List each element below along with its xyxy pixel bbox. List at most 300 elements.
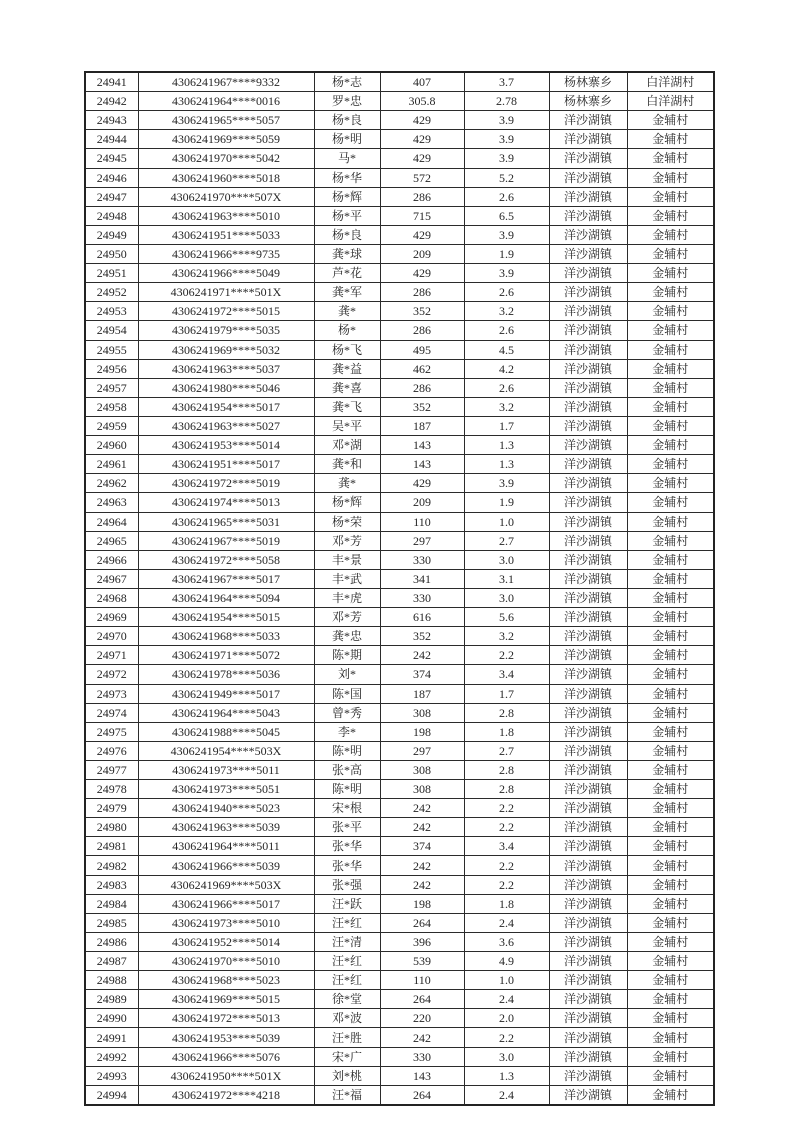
- cell-amount: 242: [380, 799, 464, 818]
- cell-name: 汪*胜: [314, 1028, 380, 1047]
- cell-name: 汪*跃: [314, 894, 380, 913]
- cell-row-number: 24942: [85, 92, 138, 111]
- cell-name: 马*: [314, 149, 380, 168]
- cell-name: 陈*期: [314, 646, 380, 665]
- cell-village: 金辅村: [627, 359, 714, 378]
- cell-area: 1.0: [464, 512, 549, 531]
- cell-amount: 352: [380, 397, 464, 416]
- cell-area: 3.9: [464, 225, 549, 244]
- cell-amount: 572: [380, 168, 464, 187]
- cell-name: 龚*忠: [314, 627, 380, 646]
- cell-amount: 308: [380, 760, 464, 779]
- cell-area: 3.9: [464, 264, 549, 283]
- cell-village: 金辅村: [627, 283, 714, 302]
- cell-name: 龚*喜: [314, 378, 380, 397]
- cell-village: 金辅村: [627, 646, 714, 665]
- cell-village: 金辅村: [627, 474, 714, 493]
- cell-name: 陈*明: [314, 741, 380, 760]
- cell-township: 洋沙湖镇: [549, 875, 627, 894]
- cell-amount: 308: [380, 780, 464, 799]
- cell-row-number: 24953: [85, 302, 138, 321]
- cell-area: 1.9: [464, 244, 549, 263]
- cell-id-number: 4306241972****5013: [138, 1009, 314, 1028]
- cell-township: 洋沙湖镇: [549, 932, 627, 951]
- cell-id-number: 4306241978****5036: [138, 665, 314, 684]
- table-row: [85, 512, 714, 531]
- cell-area: 3.1: [464, 569, 549, 588]
- cell-id-number: 4306241970****5010: [138, 952, 314, 971]
- cell-area: 5.2: [464, 168, 549, 187]
- cell-name: 杨*平: [314, 206, 380, 225]
- cell-village: 金辅村: [627, 436, 714, 455]
- cell-area: 3.0: [464, 588, 549, 607]
- cell-township: 洋沙湖镇: [549, 1047, 627, 1066]
- cell-id-number: 4306241963****5037: [138, 359, 314, 378]
- cell-village: 金辅村: [627, 569, 714, 588]
- cell-row-number: 24977: [85, 760, 138, 779]
- cell-amount: 242: [380, 1028, 464, 1047]
- cell-township: 洋沙湖镇: [549, 722, 627, 741]
- cell-name: 杨*志: [314, 72, 380, 92]
- cell-id-number: 4306241960****5018: [138, 168, 314, 187]
- cell-township: 洋沙湖镇: [549, 837, 627, 856]
- cell-name: 丰*武: [314, 569, 380, 588]
- cell-row-number: 24981: [85, 837, 138, 856]
- table-row: [85, 1066, 714, 1085]
- cell-village: 金辅村: [627, 244, 714, 263]
- cell-area: 1.8: [464, 722, 549, 741]
- cell-village: 金辅村: [627, 952, 714, 971]
- cell-row-number: 24987: [85, 952, 138, 971]
- cell-area: 3.2: [464, 397, 549, 416]
- cell-name: 杨*辉: [314, 187, 380, 206]
- cell-name: 张*高: [314, 760, 380, 779]
- cell-village: 金辅村: [627, 608, 714, 627]
- cell-row-number: 24946: [85, 168, 138, 187]
- cell-id-number: 4306241969****503X: [138, 875, 314, 894]
- table-row: [85, 436, 714, 455]
- cell-amount: 429: [380, 474, 464, 493]
- cell-id-number: 4306241973****5011: [138, 760, 314, 779]
- cell-id-number: 4306241951****5033: [138, 225, 314, 244]
- cell-township: 洋沙湖镇: [549, 493, 627, 512]
- cell-village: 金辅村: [627, 780, 714, 799]
- cell-village: 金辅村: [627, 627, 714, 646]
- cell-township: 洋沙湖镇: [549, 264, 627, 283]
- cell-id-number: 4306241966****5017: [138, 894, 314, 913]
- table-row: [85, 760, 714, 779]
- cell-row-number: 24958: [85, 397, 138, 416]
- cell-area: 5.6: [464, 608, 549, 627]
- cell-area: 1.0: [464, 971, 549, 990]
- cell-name: 杨*良: [314, 111, 380, 130]
- cell-township: 洋沙湖镇: [549, 512, 627, 531]
- cell-amount: 352: [380, 627, 464, 646]
- cell-amount: 330: [380, 588, 464, 607]
- cell-township: 洋沙湖镇: [549, 378, 627, 397]
- cell-row-number: 24960: [85, 436, 138, 455]
- cell-village: 金辅村: [627, 1009, 714, 1028]
- cell-amount: 374: [380, 665, 464, 684]
- cell-row-number: 24968: [85, 588, 138, 607]
- cell-amount: 396: [380, 932, 464, 951]
- cell-name: 龚*益: [314, 359, 380, 378]
- table-row: [85, 952, 714, 971]
- table-row: [85, 283, 714, 302]
- cell-name: 汪*红: [314, 971, 380, 990]
- cell-name: 罗*忠: [314, 92, 380, 111]
- cell-name: 杨*明: [314, 130, 380, 149]
- cell-area: 3.9: [464, 130, 549, 149]
- cell-village: 金辅村: [627, 1085, 714, 1105]
- cell-id-number: 4306241964****0016: [138, 92, 314, 111]
- cell-name: 陈*国: [314, 684, 380, 703]
- cell-area: 3.4: [464, 837, 549, 856]
- table-row: [85, 875, 714, 894]
- cell-name: 刘*桃: [314, 1066, 380, 1085]
- cell-name: 汪*福: [314, 1085, 380, 1105]
- cell-name: 张*强: [314, 875, 380, 894]
- cell-name: 李*: [314, 722, 380, 741]
- cell-village: 金辅村: [627, 168, 714, 187]
- cell-row-number: 24941: [85, 72, 138, 92]
- cell-name: 龚*: [314, 474, 380, 493]
- cell-area: 1.7: [464, 416, 549, 435]
- cell-area: 2.7: [464, 531, 549, 550]
- cell-amount: 297: [380, 741, 464, 760]
- table-row: [85, 206, 714, 225]
- cell-township: 洋沙湖镇: [549, 569, 627, 588]
- cell-name: 杨*荣: [314, 512, 380, 531]
- table-row: [85, 799, 714, 818]
- cell-id-number: 4306241963****5010: [138, 206, 314, 225]
- cell-name: 丰*景: [314, 550, 380, 569]
- cell-amount: 264: [380, 913, 464, 932]
- cell-area: 2.2: [464, 875, 549, 894]
- cell-village: 金辅村: [627, 531, 714, 550]
- cell-name: 曾*秀: [314, 703, 380, 722]
- cell-area: 2.6: [464, 187, 549, 206]
- cell-row-number: 24951: [85, 264, 138, 283]
- cell-township: 洋沙湖镇: [549, 646, 627, 665]
- cell-row-number: 24956: [85, 359, 138, 378]
- cell-township: 洋沙湖镇: [549, 894, 627, 913]
- cell-name: 张*华: [314, 837, 380, 856]
- cell-row-number: 24978: [85, 780, 138, 799]
- cell-row-number: 24964: [85, 512, 138, 531]
- table-row: [85, 1009, 714, 1028]
- cell-id-number: 4306241972****5015: [138, 302, 314, 321]
- cell-name: 龚*飞: [314, 397, 380, 416]
- cell-village: 金辅村: [627, 111, 714, 130]
- cell-row-number: 24959: [85, 416, 138, 435]
- table-row: [85, 913, 714, 932]
- cell-amount: 308: [380, 703, 464, 722]
- cell-village: 金辅村: [627, 455, 714, 474]
- cell-village: 金辅村: [627, 760, 714, 779]
- table-row: [85, 1047, 714, 1066]
- cell-village: 金辅村: [627, 1028, 714, 1047]
- records-table-body: [85, 72, 714, 1105]
- cell-township: 洋沙湖镇: [549, 283, 627, 302]
- cell-village: 金辅村: [627, 837, 714, 856]
- cell-area: 3.4: [464, 665, 549, 684]
- cell-amount: 352: [380, 302, 464, 321]
- cell-row-number: 24988: [85, 971, 138, 990]
- cell-id-number: 4306241954****5017: [138, 397, 314, 416]
- cell-id-number: 4306241969****5059: [138, 130, 314, 149]
- cell-area: 3.9: [464, 111, 549, 130]
- cell-area: 2.6: [464, 321, 549, 340]
- cell-township: 洋沙湖镇: [549, 321, 627, 340]
- cell-amount: 429: [380, 149, 464, 168]
- cell-name: 张*华: [314, 856, 380, 875]
- cell-village: 金辅村: [627, 416, 714, 435]
- cell-area: 2.78: [464, 92, 549, 111]
- cell-village: 金辅村: [627, 397, 714, 416]
- cell-township: 洋沙湖镇: [549, 1085, 627, 1105]
- cell-township: 洋沙湖镇: [549, 703, 627, 722]
- cell-township: 洋沙湖镇: [549, 990, 627, 1009]
- cell-village: 金辅村: [627, 493, 714, 512]
- cell-row-number: 24947: [85, 187, 138, 206]
- cell-name: 杨*飞: [314, 340, 380, 359]
- cell-id-number: 4306241964****5011: [138, 837, 314, 856]
- cell-amount: 110: [380, 512, 464, 531]
- cell-area: 4.5: [464, 340, 549, 359]
- cell-row-number: 24973: [85, 684, 138, 703]
- cell-township: 洋沙湖镇: [549, 952, 627, 971]
- table-row: [85, 72, 714, 92]
- cell-row-number: 24976: [85, 741, 138, 760]
- cell-row-number: 24943: [85, 111, 138, 130]
- cell-row-number: 24974: [85, 703, 138, 722]
- cell-name: 杨*: [314, 321, 380, 340]
- cell-township: 洋沙湖镇: [549, 627, 627, 646]
- cell-id-number: 4306241965****5057: [138, 111, 314, 130]
- cell-amount: 264: [380, 1085, 464, 1105]
- cell-id-number: 4306241972****5019: [138, 474, 314, 493]
- cell-township: 洋沙湖镇: [549, 741, 627, 760]
- cell-township: 洋沙湖镇: [549, 149, 627, 168]
- table-row: [85, 837, 714, 856]
- cell-id-number: 4306241965****5031: [138, 512, 314, 531]
- cell-amount: 407: [380, 72, 464, 92]
- cell-row-number: 24966: [85, 550, 138, 569]
- cell-area: 3.7: [464, 72, 549, 92]
- cell-amount: 242: [380, 818, 464, 837]
- cell-village: 金辅村: [627, 378, 714, 397]
- cell-id-number: 4306241964****5094: [138, 588, 314, 607]
- cell-village: 金辅村: [627, 149, 714, 168]
- cell-row-number: 24986: [85, 932, 138, 951]
- cell-id-number: 4306241969****5015: [138, 990, 314, 1009]
- cell-amount: 198: [380, 894, 464, 913]
- cell-township: 杨林寨乡: [549, 92, 627, 111]
- cell-amount: 330: [380, 550, 464, 569]
- cell-township: 洋沙湖镇: [549, 780, 627, 799]
- cell-township: 洋沙湖镇: [549, 550, 627, 569]
- cell-name: 汪*红: [314, 952, 380, 971]
- cell-village: 金辅村: [627, 875, 714, 894]
- cell-township: 洋沙湖镇: [549, 760, 627, 779]
- cell-amount: 286: [380, 283, 464, 302]
- table-row: [85, 378, 714, 397]
- cell-village: 金辅村: [627, 799, 714, 818]
- cell-row-number: 24969: [85, 608, 138, 627]
- table-row: [85, 359, 714, 378]
- cell-area: 3.0: [464, 550, 549, 569]
- cell-amount: 330: [380, 1047, 464, 1066]
- cell-row-number: 24989: [85, 990, 138, 1009]
- cell-amount: 198: [380, 722, 464, 741]
- cell-id-number: 4306241980****5046: [138, 378, 314, 397]
- table-row: [85, 130, 714, 149]
- cell-name: 张*平: [314, 818, 380, 837]
- cell-amount: 305.8: [380, 92, 464, 111]
- table-row: [85, 168, 714, 187]
- table-row: [85, 149, 714, 168]
- cell-id-number: 4306241970****507X: [138, 187, 314, 206]
- cell-amount: 495: [380, 340, 464, 359]
- cell-area: 1.3: [464, 436, 549, 455]
- cell-name: 吴*平: [314, 416, 380, 435]
- cell-id-number: 4306241952****5014: [138, 932, 314, 951]
- cell-row-number: 24952: [85, 283, 138, 302]
- cell-id-number: 4306241940****5023: [138, 799, 314, 818]
- cell-name: 杨*辉: [314, 493, 380, 512]
- cell-amount: 209: [380, 244, 464, 263]
- cell-amount: 187: [380, 416, 464, 435]
- cell-row-number: 24944: [85, 130, 138, 149]
- cell-row-number: 24983: [85, 875, 138, 894]
- table-row: [85, 187, 714, 206]
- cell-id-number: 4306241963****5027: [138, 416, 314, 435]
- cell-amount: 286: [380, 378, 464, 397]
- cell-village: 金辅村: [627, 550, 714, 569]
- table-row: [85, 665, 714, 684]
- cell-amount: 242: [380, 856, 464, 875]
- cell-township: 洋沙湖镇: [549, 302, 627, 321]
- cell-row-number: 24949: [85, 225, 138, 244]
- cell-village: 金辅村: [627, 588, 714, 607]
- cell-id-number: 4306241954****503X: [138, 741, 314, 760]
- cell-village: 金辅村: [627, 722, 714, 741]
- cell-row-number: 24955: [85, 340, 138, 359]
- cell-amount: 143: [380, 436, 464, 455]
- cell-area: 3.2: [464, 627, 549, 646]
- cell-name: 宋*根: [314, 799, 380, 818]
- cell-village: 金辅村: [627, 818, 714, 837]
- table-row: [85, 1028, 714, 1047]
- cell-name: 汪*红: [314, 913, 380, 932]
- cell-area: 2.8: [464, 760, 549, 779]
- cell-township: 洋沙湖镇: [549, 130, 627, 149]
- cell-amount: 242: [380, 875, 464, 894]
- table-row: [85, 856, 714, 875]
- cell-area: 2.2: [464, 1028, 549, 1047]
- cell-township: 洋沙湖镇: [549, 225, 627, 244]
- cell-row-number: 24992: [85, 1047, 138, 1066]
- cell-township: 洋沙湖镇: [549, 359, 627, 378]
- table-row: [85, 455, 714, 474]
- cell-id-number: 4306241966****9735: [138, 244, 314, 263]
- cell-area: 3.2: [464, 302, 549, 321]
- cell-amount: 341: [380, 569, 464, 588]
- table-row: [85, 92, 714, 111]
- cell-area: 2.2: [464, 646, 549, 665]
- cell-id-number: 4306241966****5076: [138, 1047, 314, 1066]
- cell-name: 徐*堂: [314, 990, 380, 1009]
- records-table: [84, 71, 715, 1106]
- cell-village: 金辅村: [627, 971, 714, 990]
- cell-township: 洋沙湖镇: [549, 1009, 627, 1028]
- cell-area: 1.3: [464, 455, 549, 474]
- cell-row-number: 24950: [85, 244, 138, 263]
- cell-id-number: 4306241949****5017: [138, 684, 314, 703]
- cell-township: 洋沙湖镇: [549, 244, 627, 263]
- cell-name: 龚*和: [314, 455, 380, 474]
- cell-area: 1.8: [464, 894, 549, 913]
- cell-id-number: 4306241972****4218: [138, 1085, 314, 1105]
- cell-area: 4.2: [464, 359, 549, 378]
- cell-village: 金辅村: [627, 264, 714, 283]
- table-row: [85, 111, 714, 130]
- table-row: [85, 1085, 714, 1105]
- cell-village: 金辅村: [627, 225, 714, 244]
- cell-id-number: 4306241968****5023: [138, 971, 314, 990]
- cell-id-number: 4306241974****5013: [138, 493, 314, 512]
- cell-amount: 429: [380, 225, 464, 244]
- cell-id-number: 4306241954****5015: [138, 608, 314, 627]
- cell-row-number: 24993: [85, 1066, 138, 1085]
- cell-name: 杨*华: [314, 168, 380, 187]
- cell-id-number: 4306241953****5039: [138, 1028, 314, 1047]
- cell-id-number: 4306241972****5058: [138, 550, 314, 569]
- cell-name: 邓*波: [314, 1009, 380, 1028]
- cell-id-number: 4306241971****5072: [138, 646, 314, 665]
- cell-row-number: 24982: [85, 856, 138, 875]
- cell-name: 刘*: [314, 665, 380, 684]
- cell-area: 6.5: [464, 206, 549, 225]
- cell-id-number: 4306241967****5017: [138, 569, 314, 588]
- cell-amount: 264: [380, 990, 464, 1009]
- cell-id-number: 4306241951****5017: [138, 455, 314, 474]
- table-row: [85, 818, 714, 837]
- cell-area: 4.9: [464, 952, 549, 971]
- cell-name: 汪*清: [314, 932, 380, 951]
- cell-name: 宋*广: [314, 1047, 380, 1066]
- table-row: [85, 684, 714, 703]
- table-row: [85, 608, 714, 627]
- cell-row-number: 24971: [85, 646, 138, 665]
- cell-village: 金辅村: [627, 741, 714, 760]
- table-row: [85, 627, 714, 646]
- cell-township: 洋沙湖镇: [549, 416, 627, 435]
- cell-name: 邓*湖: [314, 436, 380, 455]
- cell-area: 2.0: [464, 1009, 549, 1028]
- cell-amount: 429: [380, 130, 464, 149]
- cell-name: 龚*: [314, 302, 380, 321]
- cell-row-number: 24994: [85, 1085, 138, 1105]
- cell-area: 2.4: [464, 913, 549, 932]
- cell-amount: 297: [380, 531, 464, 550]
- cell-township: 洋沙湖镇: [549, 971, 627, 990]
- cell-row-number: 24990: [85, 1009, 138, 1028]
- cell-name: 丰*虎: [314, 588, 380, 607]
- cell-id-number: 4306241979****5035: [138, 321, 314, 340]
- cell-row-number: 24945: [85, 149, 138, 168]
